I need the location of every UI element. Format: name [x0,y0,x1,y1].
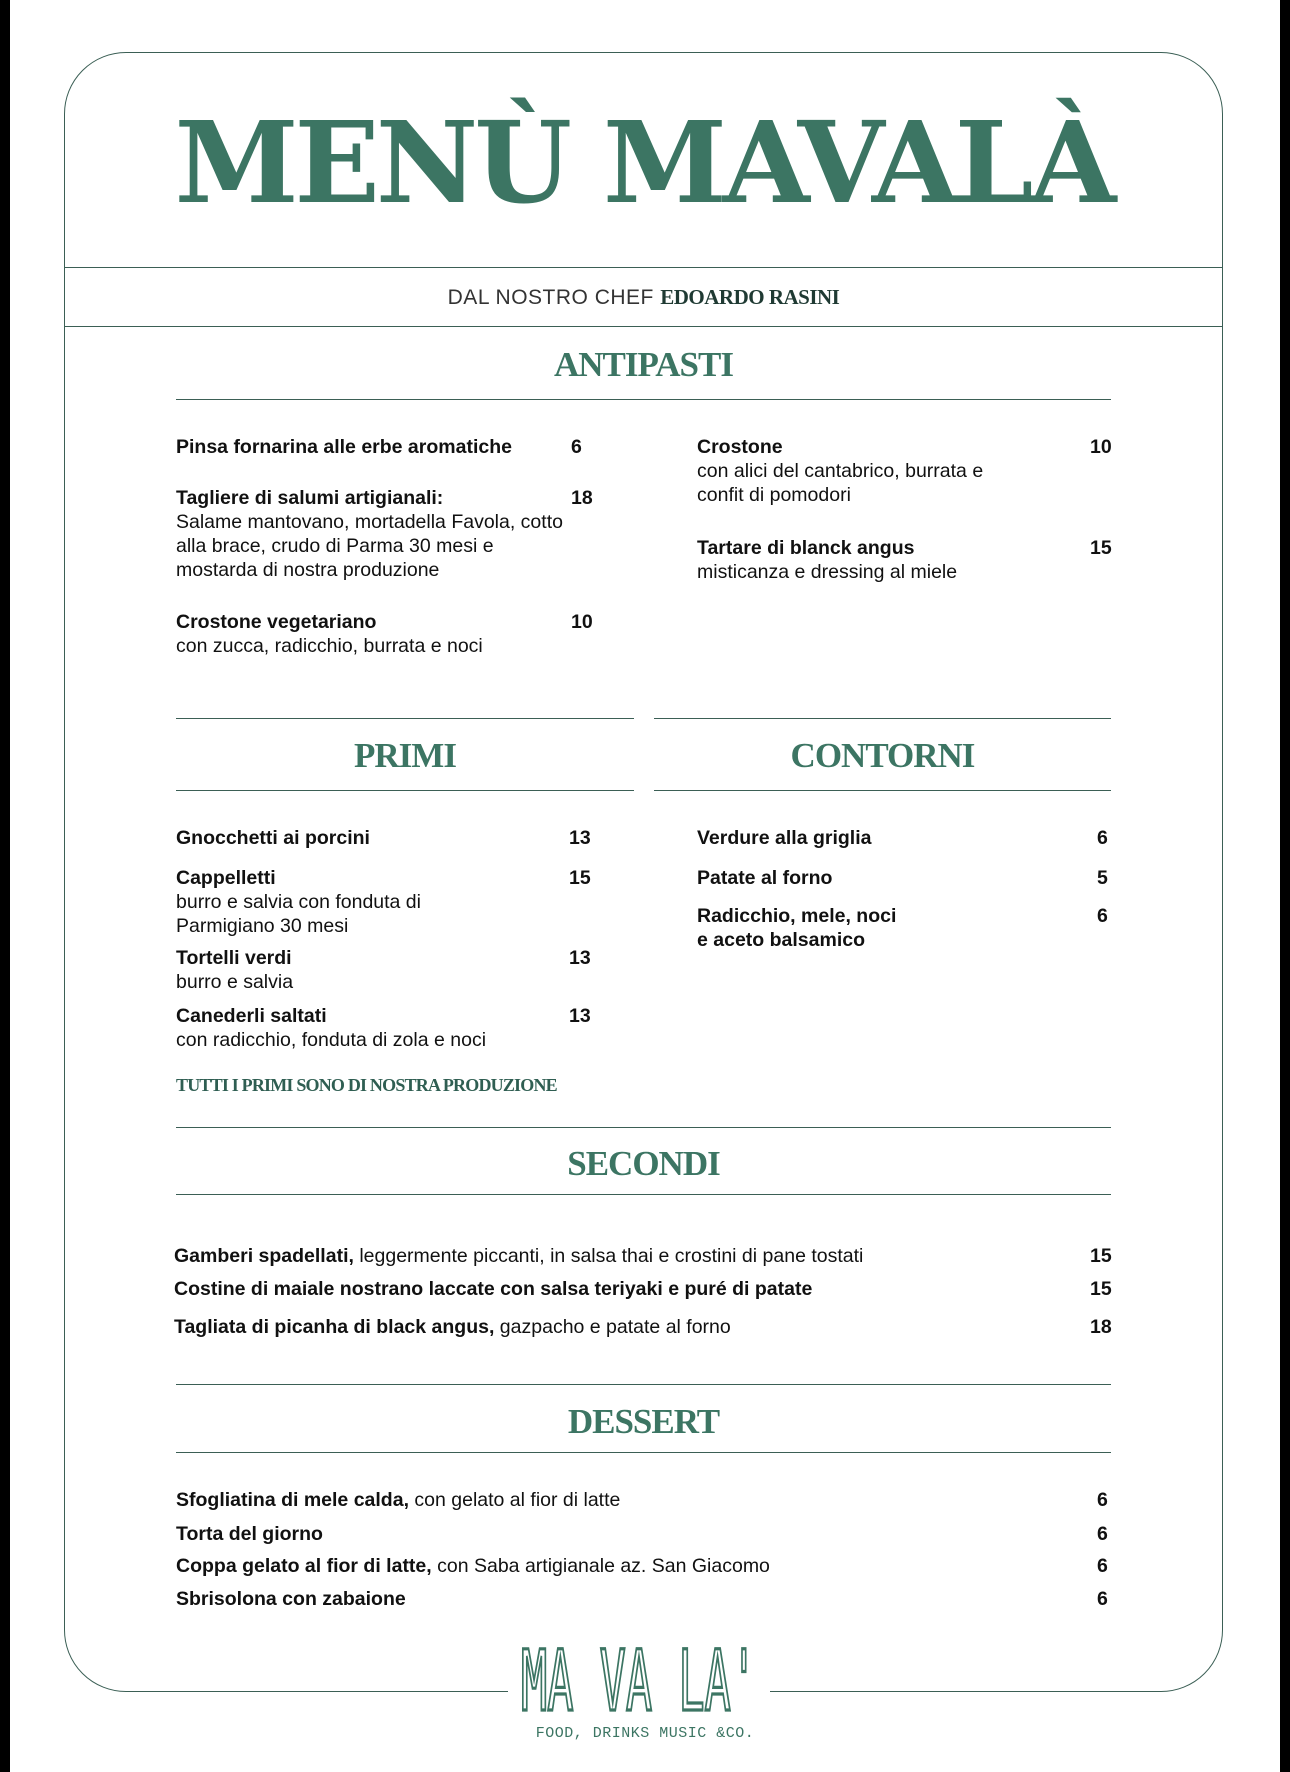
item-price: 6 [1097,1555,1108,1577]
section-divider [176,1452,1111,1453]
item-name: Torta del giorno [176,1523,323,1545]
menu-item [176,610,556,658]
item-name: Sbrisolona con zabaione [176,1588,406,1610]
item-description: leggermente piccanti, in salsa thai e crostini di pane tostati [353,1245,864,1267]
menu-item [697,435,1027,507]
item-price: 10 [1090,436,1112,458]
item-name: Gamberi spadellati, [174,1245,354,1267]
item-name: Crostone [697,436,783,458]
item-description: con gelato al fior di latte [408,1489,621,1511]
item-description: gazpacho e patate al forno [494,1316,731,1338]
section-divider [176,790,634,791]
item-description: burro e salvia con fonduta di Parmigiano 30 mesi [176,891,421,937]
item-description: con alici del cantabrico, burrata e confit di pomodori [697,460,984,506]
menu-item [174,1244,1074,1268]
item-name: Tartare di blanck angus [697,537,915,559]
section-divider [654,790,1111,791]
item-price: 10 [571,611,593,633]
item-price: 15 [569,867,591,889]
item-price: 13 [569,827,591,849]
section-title-primi: PRIMI [354,736,456,775]
item-price: 6 [1097,905,1108,927]
section-divider [176,399,1111,400]
item-name: Patate al forno [697,867,833,889]
menu-item [174,1315,1074,1339]
menu-item [176,1587,1076,1611]
item-name: Coppa gelato al fior di latte, [176,1555,432,1577]
logo-tagline: FOOD, DRINKS MUSIC &CO. [535,1725,755,1742]
header-divider-bottom [64,326,1223,327]
logo-wordmark [508,1632,770,1730]
chef-name: EDOARDO RASINI [660,285,840,309]
item-name: Costine di maiale nostrano laccate con salsa teriyaki e puré di patate [174,1278,813,1300]
item-name: Pinsa fornarina alle erbe aromatiche [176,436,512,458]
item-name: Radicchio, mele, noci e aceto balsamico [697,905,897,951]
section-title-secondi: SECONDI [567,1144,720,1183]
item-price: 5 [1097,867,1108,889]
item-description: con zucca, radicchio, burrata e noci [176,635,483,657]
section-title-contorni: CONTORNI [790,736,975,775]
chef-line [64,285,1223,310]
menu-title: MENÙ MAVALÀ [174,98,1113,229]
menu-item [176,826,556,850]
item-price: 13 [569,947,591,969]
menu-item [176,1554,1076,1578]
item-name: Gnocchetti ai porcini [176,827,370,849]
item-price: 13 [569,1005,591,1027]
item-price: 18 [1090,1316,1112,1338]
section-divider [176,1127,1111,1128]
item-description: burro e salvia [176,971,294,993]
item-price: 6 [571,436,582,458]
item-price: 15 [1090,1245,1112,1267]
primi-note: TUTTI I PRIMI SONO DI NOSTRA PRODUZIONE [176,1075,557,1095]
item-name: Canederli saltati [176,1005,327,1027]
item-price: 6 [1097,1588,1108,1610]
menu-item [697,904,912,952]
item-name: Tortelli verdi [176,947,292,969]
item-price: 15 [1090,537,1112,559]
item-name: Crostone vegetariano [176,611,377,633]
item-price: 18 [571,487,593,509]
item-name: Verdure alla griglia [697,827,872,849]
menu-item [174,1277,1074,1301]
section-divider [176,1384,1111,1385]
menu-item [176,946,556,994]
item-name: Tagliere di salumi artigianali: [176,487,444,509]
item-price: 6 [1097,827,1108,849]
item-name: Cappelletti [176,867,276,889]
menu-item [176,1004,556,1052]
menu-item [176,866,466,938]
menu-item [697,866,1027,890]
menu-item [176,435,556,459]
item-price: 6 [1097,1523,1108,1545]
item-description: con Saba artigianale az. San Giacomo [431,1555,770,1577]
menu-item [697,826,1027,850]
item-description: misticanza e dressing al miele [697,561,958,583]
left-edge-bar [0,0,10,1772]
header-divider-top [64,267,1223,268]
item-name: Tagliata di picanha di black angus, [174,1316,495,1338]
item-price: 15 [1090,1278,1112,1300]
logo-text: MA VA LA' [521,1632,757,1730]
menu-item [176,1488,1076,1512]
menu-item [697,536,1057,584]
item-description: con radicchio, fonduta di zola e noci [176,1029,487,1051]
section-divider [176,718,634,719]
item-description: Salame mantovano, mortadella Favola, cotto alla brace, crudo di Parma 30 mesi e mostarda di nostra produzione [176,511,563,581]
item-name: Sfogliatina di mele calda, [176,1489,409,1511]
item-price: 6 [1097,1489,1108,1511]
section-title-dessert: DESSERT [567,1402,720,1441]
section-divider [176,1194,1111,1195]
chef-prefix: DAL NOSTRO CHEF [447,286,654,309]
menu-item [176,1522,1076,1546]
right-edge-bar [1280,0,1290,1772]
menu-item [176,486,566,582]
section-title-antipasti: ANTIPASTI [553,345,733,384]
section-divider [654,718,1111,719]
